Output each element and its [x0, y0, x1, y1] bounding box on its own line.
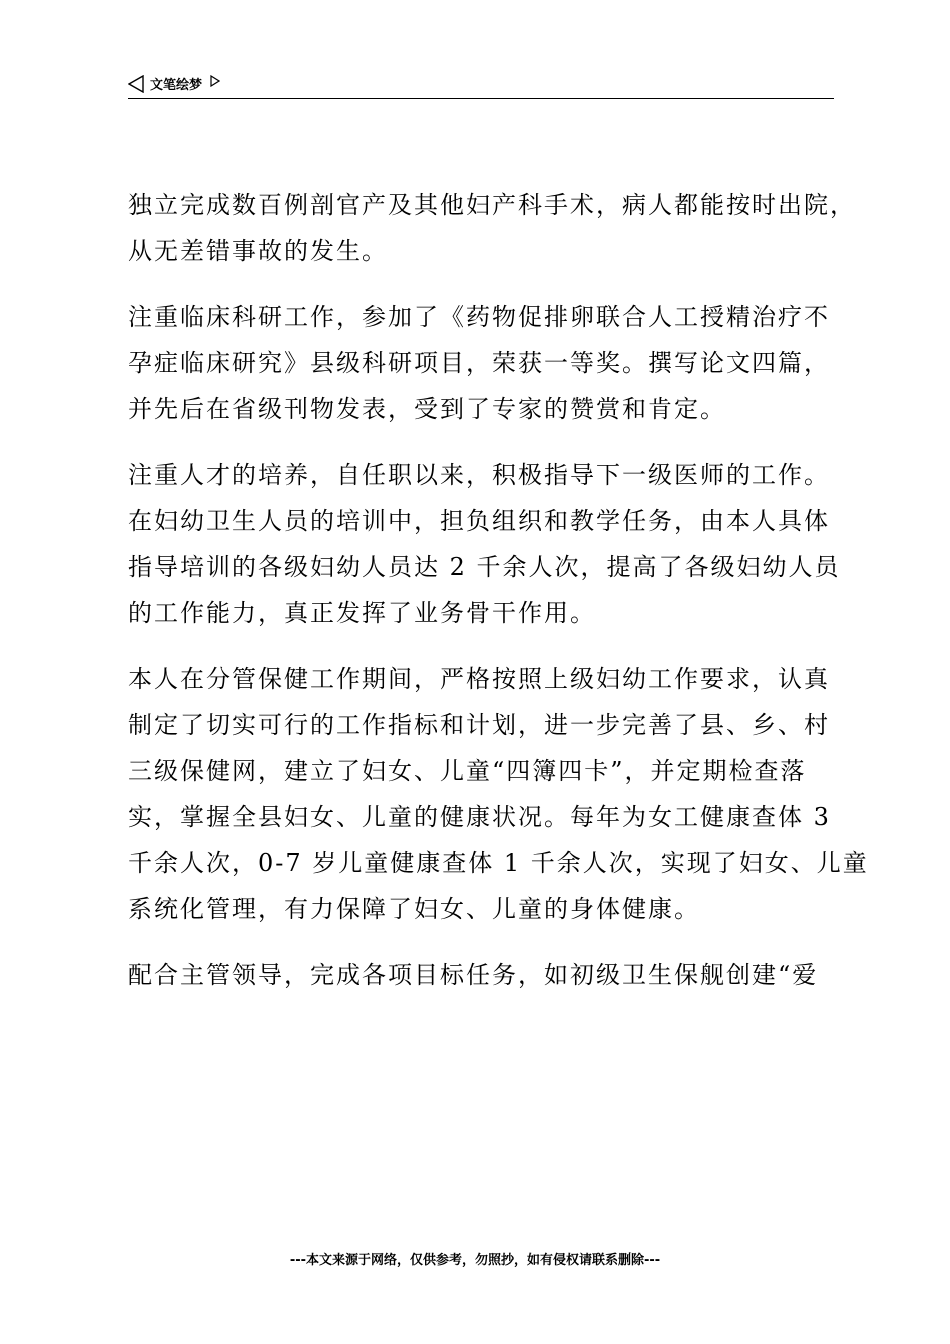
- text-line: 千余人次，0-7 岁儿童健康查体 1 千余人次，实现了妇女、儿童: [128, 849, 869, 877]
- text-line: 三级保健网，建立了妇女、儿童“四簿四卡”，并定期检查落: [128, 757, 807, 785]
- paragraph: [128, 294, 834, 432]
- page-header: [128, 70, 834, 99]
- text-line: 注重临床科研工作，参加了《药物促排卵联合人工授精治疗不: [128, 303, 830, 331]
- text-line: 在妇幼卫生人员的培训中，担负组织和教学任务，由本人具体: [128, 507, 830, 535]
- text-line: 系统化管理，有力保障了妇女、儿童的身体健康。: [128, 895, 700, 923]
- text-line: 独立完成数百例剖官产及其他妇产科手术，病人都能按时出院，: [128, 191, 856, 219]
- text-line: 孕症临床研究》县级科研项目，荣获一等奖。撰写论文四篇，: [128, 349, 830, 377]
- text-line: 的工作能力，真正发挥了业务骨干作用。: [128, 599, 596, 627]
- text-line: 注重人才的培养，自任职以来，积极指导下一级医师的工作。: [128, 461, 830, 489]
- text-line: 从无差错事故的发生。: [128, 237, 388, 265]
- text-line: 并先后在省级刊物发表，受到了专家的赞赏和肯定。: [128, 395, 726, 423]
- triangle-left-icon: [128, 75, 144, 93]
- paragraph: [128, 952, 834, 998]
- text-line: 配合主管领导，完成各项目标任务，如初级卫生保舰创建“爱: [128, 961, 819, 989]
- brand: [128, 74, 220, 93]
- text-line: 制定了切实可行的工作指标和计划，进一步完善了县、乡、村: [128, 711, 830, 739]
- text-line: 指导培训的各级妇幼人员达 2 千余人次，提高了各级妇幼人员: [128, 553, 841, 581]
- document-body: [128, 182, 869, 1018]
- paragraph: [128, 656, 869, 932]
- paragraph: [128, 182, 856, 274]
- footer-disclaimer: ---本文来源于网络，仅供参考，勿照抄，如有侵权请联系删除---: [289, 1253, 661, 1268]
- text-line: 本人在分管保健工作期间，严格按照上级妇幼工作要求，认真: [128, 665, 830, 693]
- paragraph: [128, 452, 841, 636]
- triangle-right-icon: [210, 75, 220, 87]
- brand-label: 文笔绘梦: [150, 78, 203, 93]
- text-line: 实，掌握全县妇女、儿童的健康状况。每年为女工健康查体 3: [128, 803, 831, 831]
